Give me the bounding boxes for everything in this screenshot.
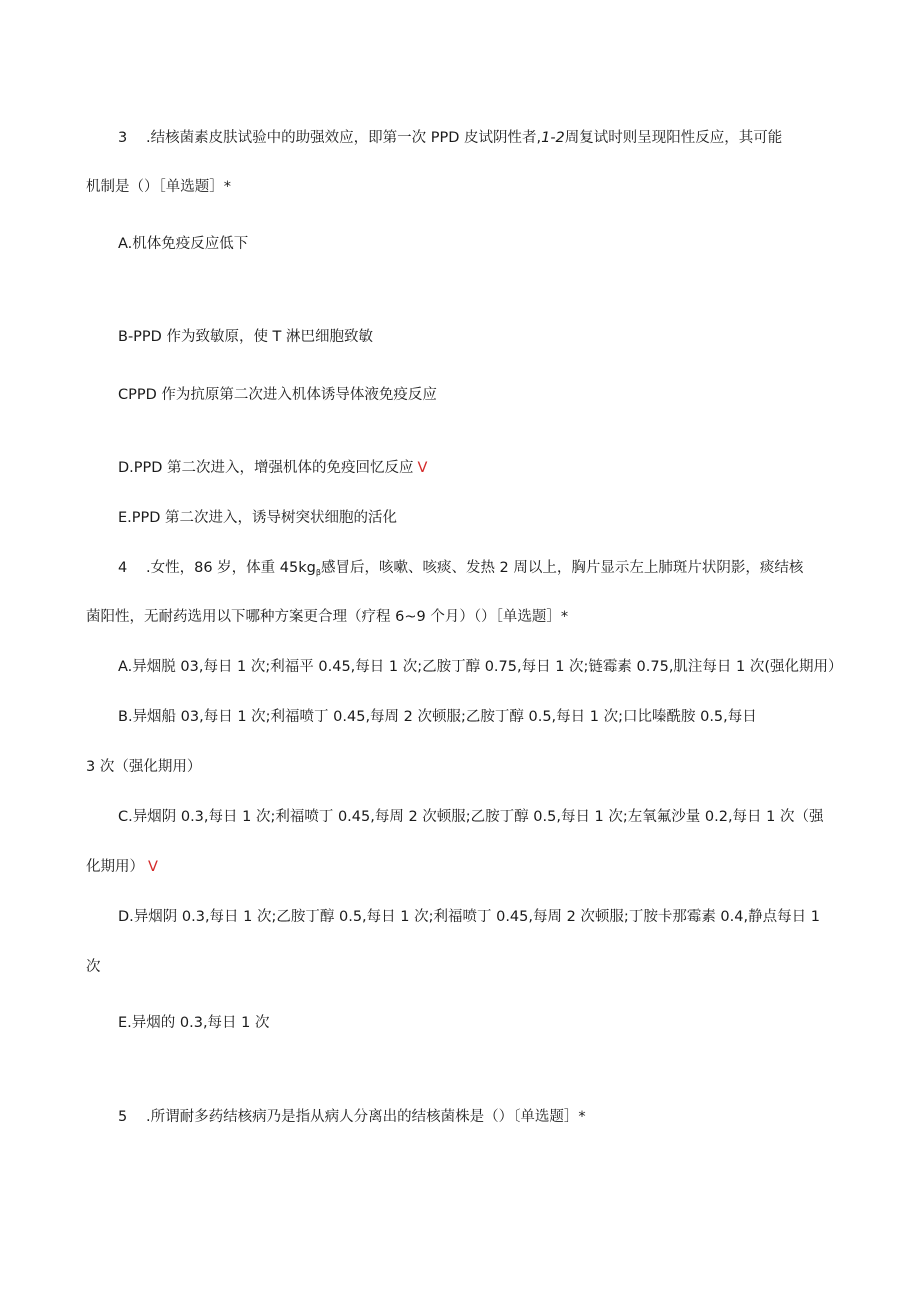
- option-text: B-PPD 作为致敏原，使 T 淋巴细胞致敏: [118, 329, 374, 345]
- option-text: B.异烟船 03,每日 1 次;利福喷丁 0.45,每周 2 次顿服;乙胺丁醇 0.5,每日 1 次;口比嗪酰胺 0.5,每日: [118, 709, 757, 725]
- option-text: E.异烟的 0.3,每日 1 次: [118, 1015, 270, 1031]
- option-text: E.PPD 第二次进入，诱导树突状细胞的活化: [118, 510, 398, 526]
- question-5-stem: [118, 1107, 586, 1127]
- option-c[interactable]: [118, 385, 437, 405]
- option-text: A.机体免疫反应低下: [118, 236, 249, 252]
- question-number: 5: [118, 1109, 128, 1125]
- option-e[interactable]: [118, 1013, 270, 1033]
- question-number: 4: [118, 560, 128, 576]
- option-b-cont: 3 次（强化期用）: [86, 759, 202, 775]
- option-c[interactable]: [118, 807, 824, 827]
- question-3-stem-cont: 机制是（）［单选题］*: [86, 179, 231, 195]
- option-text: C.异烟阴 0.3,每日 1 次;利福喷丁 0.45,每周 2 次顿服;乙胺丁醇 0.5,每日 1 次;左氧氟沙量 0.2,每日 1 次（强: [118, 809, 824, 825]
- question-text-subscript: β: [315, 568, 321, 577]
- question-4-stem-cont: 菌阳性，无耐药选用以下哪种方案更合理（疗程 6~9 个月）（）［单选题］*: [86, 609, 569, 625]
- option-a[interactable]: [118, 657, 843, 677]
- option-d-cont: 次: [86, 959, 101, 975]
- option-text: A.异烟脱 03,每日 1 次;利福平 0.45,每日 1 次;乙胺丁醇 0.75,每日 1 次;链霉素 0.75,肌注每日 1 次(强化期用）: [118, 659, 843, 675]
- question-text: 周复试时则呈现阳性反应，其可能: [564, 130, 783, 146]
- correct-mark: V: [148, 859, 158, 875]
- option-text: D.异烟阴 0.3,每日 1 次;乙胺丁醇 0.5,每日 1 次;利福喷丁 0.45,每周 2 次顿服;丁胺卡那霉素 0.4,静点每日 1: [118, 909, 820, 925]
- option-b[interactable]: [118, 707, 757, 727]
- question-text-italic: 1-2: [541, 130, 565, 146]
- option-c-cont: [86, 857, 158, 877]
- question-text: .女性，86 岁，体重 45kg: [146, 560, 316, 576]
- option-text: 化期用）: [86, 859, 144, 875]
- question-text: .所谓耐多药结核病乃是指从病人分离出的结核菌株是（）〔单选题］*: [146, 1109, 586, 1125]
- option-e[interactable]: [118, 508, 397, 528]
- option-text: CPPD 作为抗原第二次进入机体诱导体液免疫反应: [118, 387, 437, 403]
- correct-mark: V: [417, 460, 428, 476]
- question-text: 感冒后，咳嗽、咳痰、发热 2 周以上，胸片显示左上肺斑片状阴影，痰结核: [320, 560, 804, 576]
- question-3-stem: [118, 128, 782, 148]
- option-text: D.PPD 第二次进入，增强机体的免疫回忆反应: [118, 460, 414, 476]
- question-text: .结核菌素皮肤试验中的助强效应，即第一次 PPD 皮试阴性者,: [146, 130, 542, 146]
- option-d[interactable]: [118, 458, 427, 478]
- option-a[interactable]: [118, 234, 248, 254]
- option-d[interactable]: [118, 907, 820, 927]
- question-number: 3: [118, 130, 128, 146]
- option-b[interactable]: [118, 327, 373, 347]
- question-4-stem: [118, 558, 803, 583]
